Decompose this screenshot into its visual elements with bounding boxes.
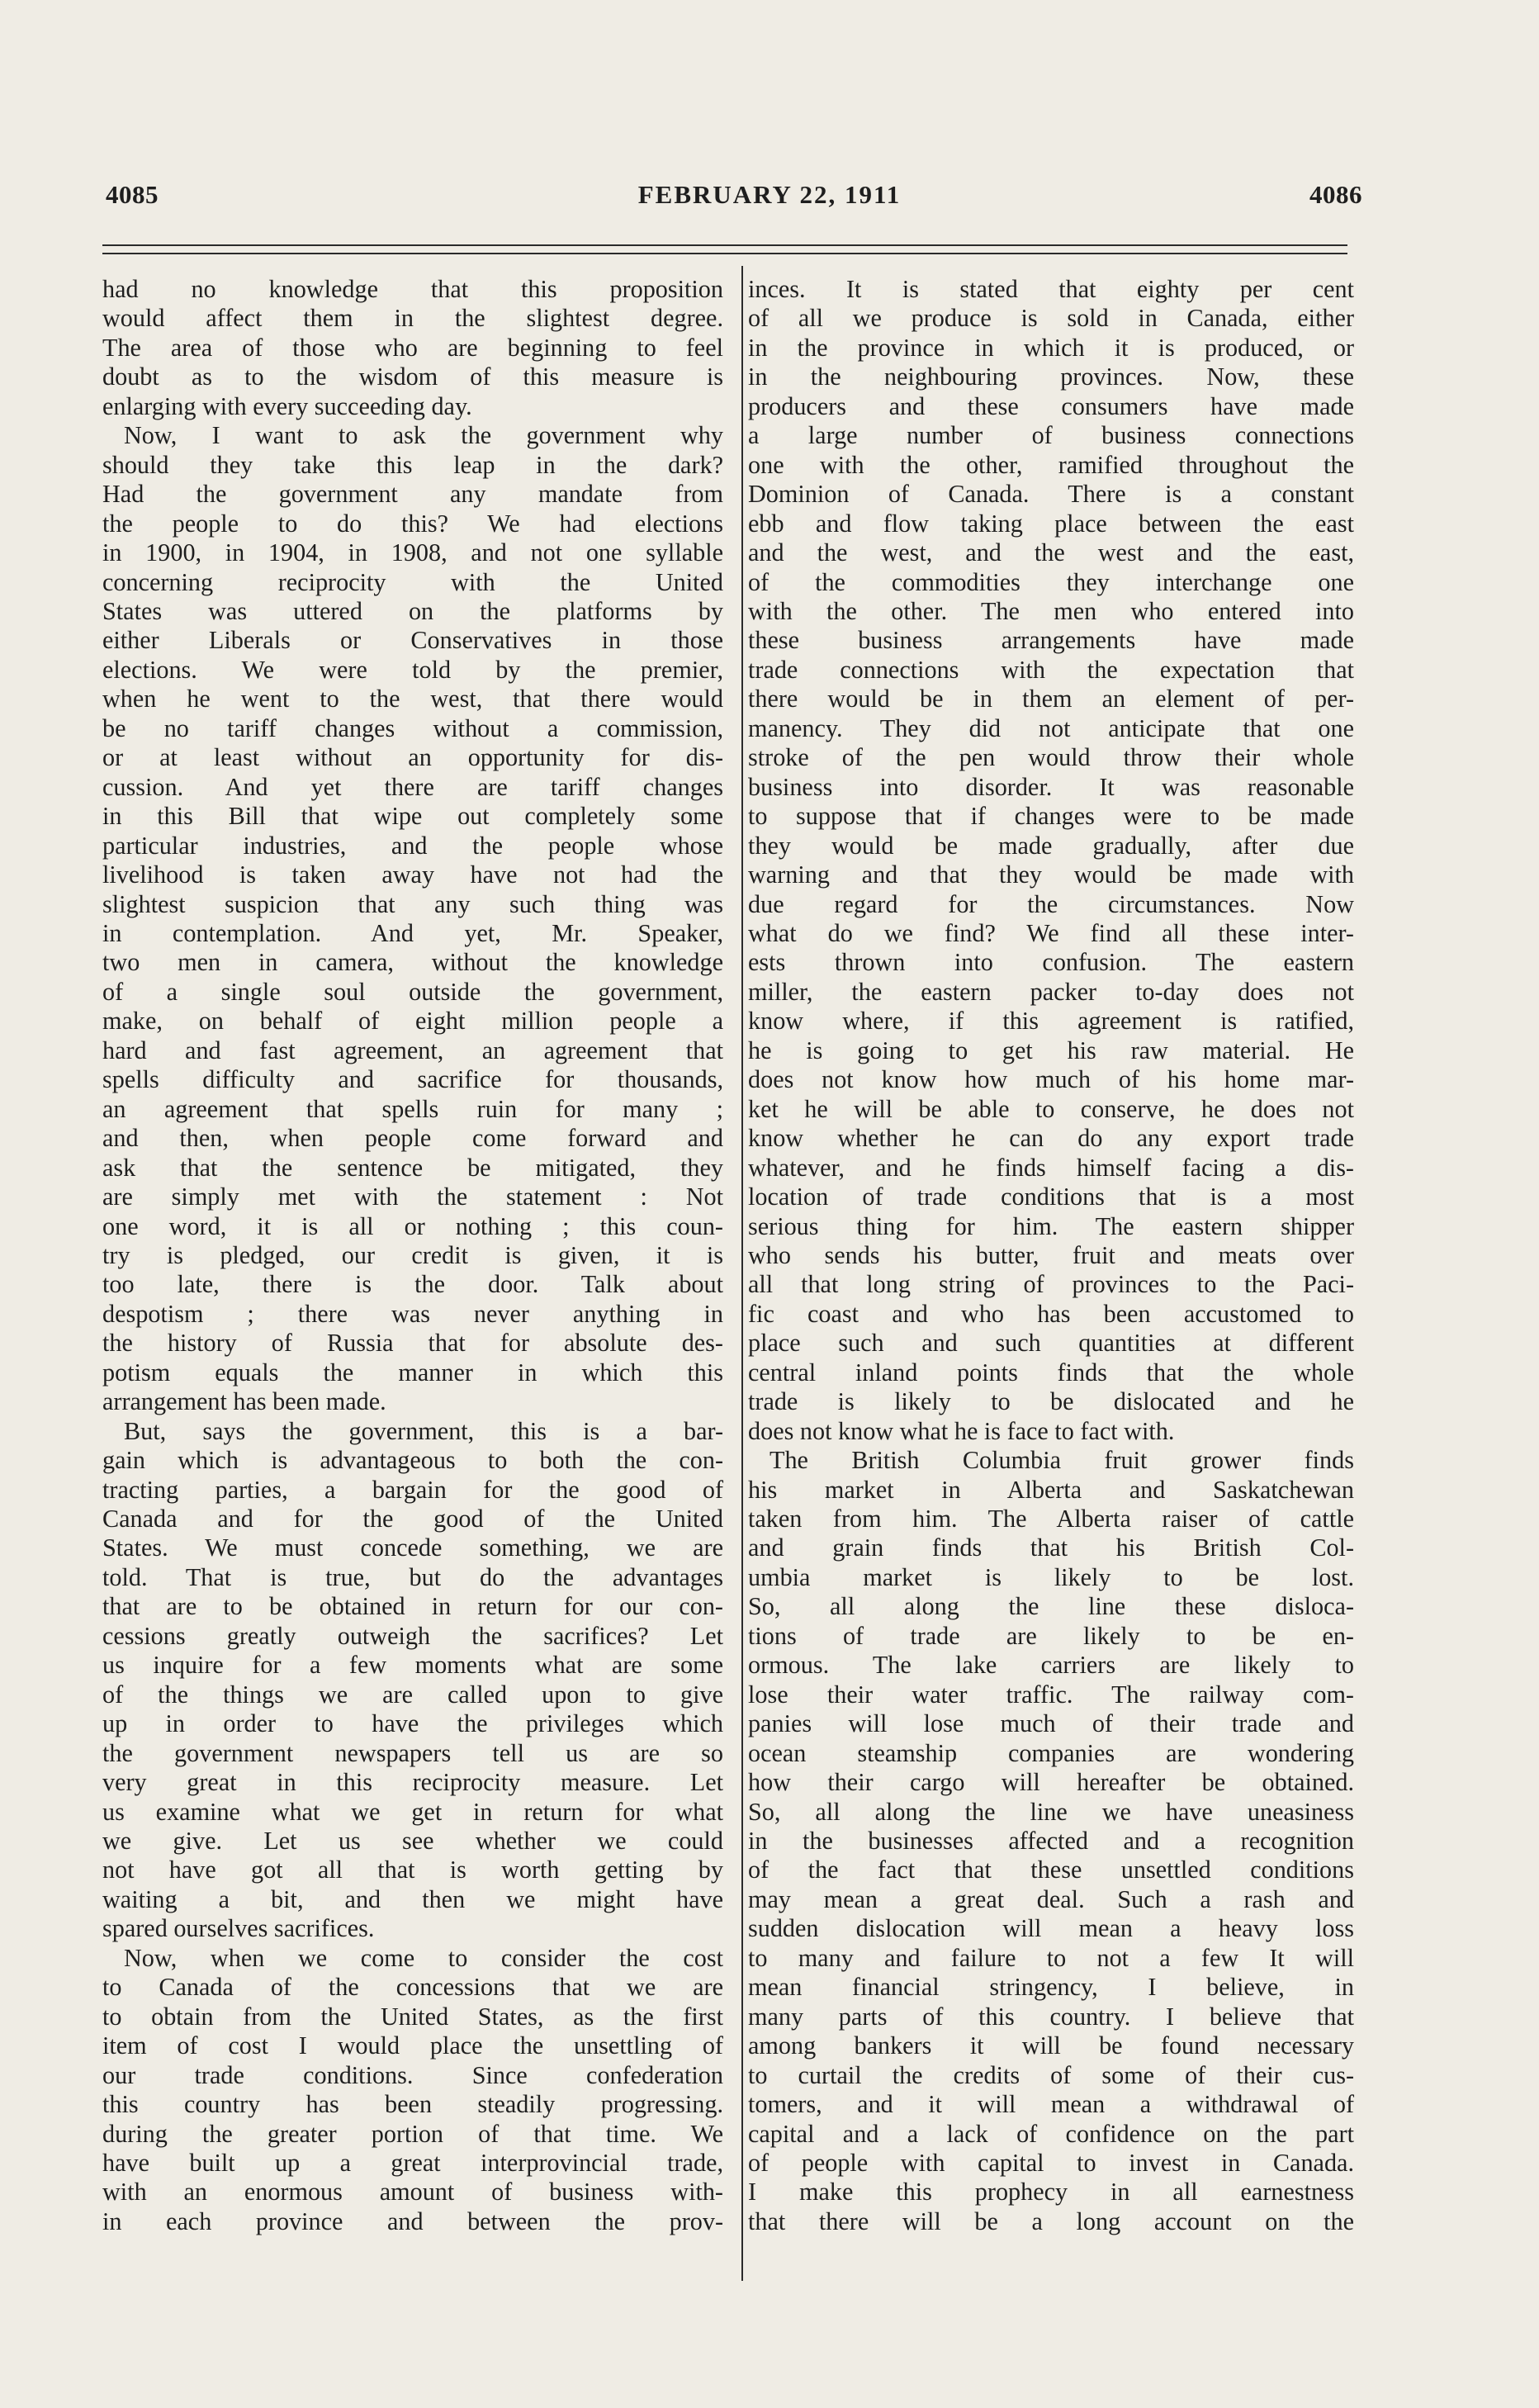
text-line: due regard for the circumstances. Now <box>748 889 1354 918</box>
text-line: of people with capital to invest in Canada. <box>748 2149 1354 2177</box>
text-line: who sends his butter, fruit and meats over <box>748 1240 1354 1269</box>
text-line: told. That is true, but do the advantages <box>102 1562 723 1591</box>
text-line: tions of trade are likely to be en- <box>748 1621 1354 1650</box>
text-line: or at least without an opportunity for dis- <box>102 743 723 772</box>
text-line: Had the government any mandate from <box>102 480 723 509</box>
text-line: what do we find? We find all these inter- <box>748 918 1354 947</box>
text-line: potism equals the manner in which this <box>102 1358 723 1386</box>
text-line: ebb and flow taking place between the east <box>748 509 1354 538</box>
text-line: with the other. The men who entered into <box>748 596 1354 625</box>
text-line: tracting parties, a bargain for the good of <box>102 1475 723 1504</box>
text-line: one word, it is all or nothing ; this coun- <box>102 1211 723 1240</box>
text-line: taken from him. The Alberta raiser of cattle <box>748 1505 1354 1533</box>
text-line: despotism ; there was never anything in <box>102 1299 723 1328</box>
text-line: and grain finds that his British Col- <box>748 1533 1354 1562</box>
text-line: in 1900, in 1904, in 1908, and not one syllable <box>102 538 723 567</box>
text-line: enlarging with every succeeding day. <box>102 391 472 420</box>
text-line: place such and such quantities at different <box>748 1329 1354 1358</box>
text-line: slightest suspicion that any such thing was <box>102 889 723 918</box>
text-line: particular industries, and the people whose <box>102 831 723 860</box>
text-line: to curtail the credits of some of their cus- <box>748 2060 1354 2089</box>
text-line: may mean a great deal. Such a rash and <box>748 1884 1354 1913</box>
column-divider <box>741 266 743 2281</box>
text-line: capital and a lack of confidence on the part <box>748 2119 1354 2148</box>
text-line: his market in Alberta and Saskatchewan <box>748 1475 1354 1504</box>
text-line: States was uttered on the platforms by <box>102 596 723 625</box>
text-line: doubt as to the wisdom of this measure is <box>102 363 723 391</box>
text-line: But, says the government, this is a bar- <box>124 1416 723 1445</box>
text-line: two men in camera, without the knowledge <box>102 948 723 977</box>
text-line: in the province in which it is produced, or <box>748 333 1354 362</box>
text-line: that are to be obtained in return for our con- <box>102 1592 723 1621</box>
text-line: Canada and for the good of the United <box>102 1505 723 1533</box>
text-line: spared ourselves sacrifices. <box>102 1914 375 1943</box>
text-line: when he went to the west, that there would <box>102 685 723 713</box>
text-line: business into disorder. It was reasonable <box>748 772 1354 801</box>
text-line: of the fact that these unsettled conditions <box>748 1856 1354 1884</box>
text-line: up in order to have the privileges which <box>102 1709 723 1738</box>
text-line: make, on behalf of eight million people a <box>102 1007 723 1036</box>
page-number-right: 4086 <box>1309 180 1362 209</box>
text-line: to Canada of the concessions that we are <box>102 1973 723 2002</box>
text-line: had no knowledge that this proposition <box>102 275 723 303</box>
text-line: waiting a bit, and then we might have <box>102 1884 723 1913</box>
text-line: hard and fast agreement, an agreement that <box>102 1036 723 1064</box>
text-line: of the things we are called upon to give <box>102 1680 723 1709</box>
text-line: to obtain from the United States, as the first <box>102 2002 723 2031</box>
text-line: in the neighbouring provinces. Now, these <box>748 363 1354 391</box>
text-line: a large number of business connections <box>748 421 1354 450</box>
text-line: our trade conditions. Since confederation <box>102 2060 723 2089</box>
text-line: miller, the eastern packer to-day does not <box>748 977 1354 1006</box>
text-line: there would be in them an element of per- <box>748 685 1354 713</box>
text-line: States. We must concede something, we are <box>102 1533 723 1562</box>
text-line: these business arrangements have made <box>748 626 1354 655</box>
text-line: be no tariff changes without a commission, <box>102 713 723 742</box>
text-line: Now, when we come to consider the cost <box>124 1943 723 1972</box>
text-line: panies will lose much of their trade and <box>748 1709 1354 1738</box>
text-line: manency. They did not anticipate that one <box>748 713 1354 742</box>
text-line: many parts of this country. I believe that <box>748 2002 1354 2031</box>
text-line: ests thrown into confusion. The eastern <box>748 948 1354 977</box>
text-line: know where, if this agreement is ratified, <box>748 1007 1354 1036</box>
text-line: should they take this leap in the dark? <box>102 450 723 479</box>
text-line: elections. We were told by the premier, <box>102 655 723 684</box>
text-line: trade connections with the expectation that <box>748 655 1354 684</box>
text-line: us examine what we get in return for what <box>102 1797 723 1826</box>
text-line: tomers, and it will mean a withdrawal of <box>748 2090 1354 2119</box>
text-line: that there will be a long account on the <box>748 2207 1354 2235</box>
text-line: arrangement has been made. <box>102 1387 386 1416</box>
text-line: would affect them in the slightest degree. <box>102 304 723 333</box>
text-line: the people to do this? We had elections <box>102 509 723 538</box>
text-line: whatever, and he finds himself facing a dis- <box>748 1153 1354 1182</box>
text-line: during the greater portion of that time. We <box>102 2119 723 2148</box>
text-line: of all we produce is sold in Canada, either <box>748 304 1354 333</box>
text-line: with an enormous amount of business with- <box>102 2178 723 2207</box>
text-line: fic coast and who has been accustomed to <box>748 1299 1354 1328</box>
text-line: are simply met with the statement : Not <box>102 1183 723 1211</box>
text-line: very great in this reciprocity measure. Let <box>102 1768 723 1797</box>
text-line: warning and that they would be made with <box>748 860 1354 889</box>
text-line: we give. Let us see whether we could <box>102 1827 723 1856</box>
text-line: location of trade conditions that is a most <box>748 1183 1354 1211</box>
text-line: us inquire for a few moments what are some <box>102 1651 723 1680</box>
text-line: they would be made gradually, after due <box>748 831 1354 860</box>
text-line: not have got all that is worth getting by <box>102 1856 723 1884</box>
text-line: in contemplation. And yet, Mr. Speaker, <box>102 918 723 947</box>
text-line: livelihood is taken away have not had the <box>102 860 723 889</box>
left-column <box>102 275 723 2236</box>
text-line: item of cost I would place the unsettling of <box>102 2031 723 2060</box>
text-line: concerning reciprocity with the United <box>102 567 723 596</box>
text-line: spells difficulty and sacrifice for thousands, <box>102 1065 723 1094</box>
text-line: umbia market is likely to be lost. <box>748 1562 1354 1591</box>
text-line: have built up a great interprovincial trade, <box>102 2149 723 2177</box>
page-number-left: 4085 <box>106 180 159 209</box>
text-line: ket he will be able to conserve, he does not <box>748 1094 1354 1123</box>
text-line: how their cargo will hereafter be obtained. <box>748 1768 1354 1797</box>
header-rule-bottom <box>102 253 1347 254</box>
text-line: too late, there is the door. Talk about <box>102 1270 723 1299</box>
text-line: know whether he can do any export trade <box>748 1124 1354 1153</box>
text-line: he is going to get his raw material. He <box>748 1036 1354 1064</box>
text-line: of a single soul outside the government, <box>102 977 723 1006</box>
text-line: and then, when people come forward and <box>102 1124 723 1153</box>
text-line: this country has been steadily progressing. <box>102 2090 723 2119</box>
text-line: inces. It is stated that eighty per cent <box>748 275 1354 303</box>
text-line: I make this prophecy in all earnestness <box>748 2178 1354 2207</box>
text-line: serious thing for him. The eastern shipper <box>748 1211 1354 1240</box>
text-line: in this Bill that wipe out completely some <box>102 802 723 831</box>
text-line: to suppose that if changes were to be made <box>748 802 1354 831</box>
text-line: of the commodities they interchange one <box>748 567 1354 596</box>
text-line: trade is likely to be dislocated and he <box>748 1387 1354 1416</box>
text-line: all that long string of provinces to the Paci- <box>748 1270 1354 1299</box>
header-rule-top <box>102 244 1347 246</box>
text-line: sudden dislocation will mean a heavy loss <box>748 1914 1354 1943</box>
text-line: one with the other, ramified throughout the <box>748 450 1354 479</box>
text-line: among bankers it will be found necessary <box>748 2031 1354 2060</box>
text-line: Dominion of Canada. There is a constant <box>748 480 1354 509</box>
text-line: in the businesses affected and a recognition <box>748 1827 1354 1856</box>
text-line: lose their water traffic. The railway com- <box>748 1680 1354 1709</box>
right-column <box>748 275 1354 2236</box>
text-line: does not know what he is face to fact with. <box>748 1416 1175 1445</box>
text-line: stroke of the pen would throw their whole <box>748 743 1354 772</box>
text-line: central inland points finds that the whole <box>748 1358 1354 1386</box>
text-line: The British Columbia fruit grower finds <box>770 1446 1354 1475</box>
text-line: the government newspapers tell us are so <box>102 1738 723 1767</box>
text-line: does not know how much of his home mar- <box>748 1065 1354 1094</box>
text-line: The area of those who are beginning to feel <box>102 333 723 362</box>
text-line: cussion. And yet there are tariff changes <box>102 772 723 801</box>
text-line: ormous. The lake carriers are likely to <box>748 1651 1354 1680</box>
text-line: cessions greatly outweigh the sacrifices? Let <box>102 1621 723 1650</box>
text-line: So, all along the line these disloca- <box>748 1592 1354 1621</box>
text-line: an agreement that spells ruin for many ; <box>102 1094 723 1123</box>
text-line: the history of Russia that for absolute des- <box>102 1329 723 1358</box>
text-line: to many and failure to not a few It will <box>748 1943 1354 1972</box>
text-line: try is pledged, our credit is given, it is <box>102 1240 723 1269</box>
text-line: Now, I want to ask the government why <box>124 421 723 450</box>
text-line: mean financial stringency, I believe, in <box>748 1973 1354 2002</box>
text-line: ask that the sentence be mitigated, they <box>102 1153 723 1182</box>
text-line: in each province and between the prov- <box>102 2207 723 2235</box>
text-line: ocean steamship companies are wondering <box>748 1738 1354 1767</box>
text-line: producers and these consumers have made <box>748 391 1354 420</box>
text-line: So, all along the line we have uneasiness <box>748 1797 1354 1826</box>
text-line: gain which is advantageous to both the con- <box>102 1446 723 1475</box>
text-line: either Liberals or Conservatives in those <box>102 626 723 655</box>
page-date: FEBRUARY 22, 1911 <box>637 180 902 209</box>
text-line: and the west, and the west and the east, <box>748 538 1354 567</box>
